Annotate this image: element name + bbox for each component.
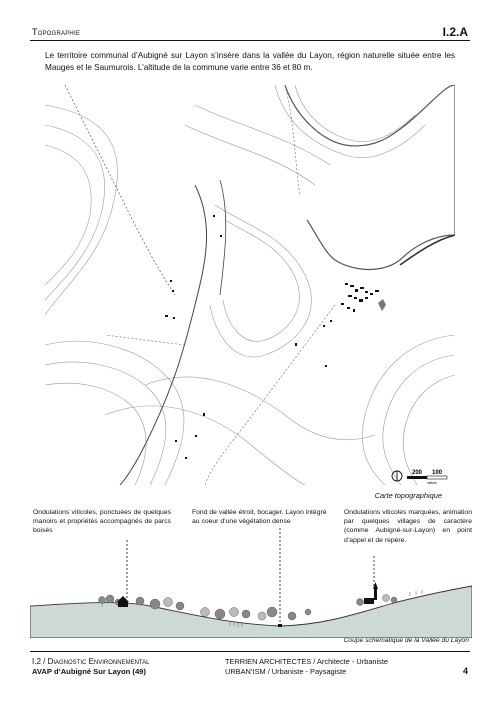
footer-document: AVAP d’Aubigné Sur Layon (49) <box>32 667 146 676</box>
scale-unit: mètres <box>427 481 437 485</box>
scale-label-200: 200 <box>412 470 423 476</box>
annotation-west-slopes: Ondulations viticoles, ponctuées de quelques manoirs et propriétés accompagnés de parcs boisés <box>33 509 171 535</box>
header-rule <box>30 40 470 41</box>
annotation-east-slopes: Ondulations viticoles marquées, animation par quelques villages de caractère (comme Aubigné-sur-Layon) en point d’appel et de repère. <box>344 509 472 544</box>
page-number: 4 <box>462 666 468 676</box>
footer-urbanist: URBAN’ISM / Urbaniste - Paysagiste <box>225 667 347 676</box>
map-caption: Carte topographique <box>374 491 442 500</box>
scale-label-100: 100 <box>432 470 443 476</box>
footer-rule <box>30 651 470 652</box>
valley-cross-section <box>30 528 472 638</box>
scale-bar <box>407 470 447 485</box>
section-code: I.2.A <box>442 25 468 39</box>
section-caption: Coupe schématique de la Vallée du Layon <box>343 637 469 644</box>
footer-chapter: I.2 / Diagnostic Environnemental <box>32 657 150 666</box>
topographic-map <box>45 85 455 485</box>
north-arrow-icon <box>392 471 402 481</box>
section-title: Topographie <box>32 27 81 37</box>
footer-architect: TERRIEN ARCHITECTES / Architecte - Urbaniste <box>225 657 389 666</box>
annotation-valley-floor: Fond de vallée étroit, bocager. Layon intégré au coeur d’une végétation dense <box>192 509 327 526</box>
intro-paragraph: Le territoire communal d’Aubigné sur Layon s’insère dans la vallée du Layon, région naturelle située entre les Mauges et le Saumurois. L’altitude de la commune varie entre 36 et 80 m. <box>45 51 455 72</box>
